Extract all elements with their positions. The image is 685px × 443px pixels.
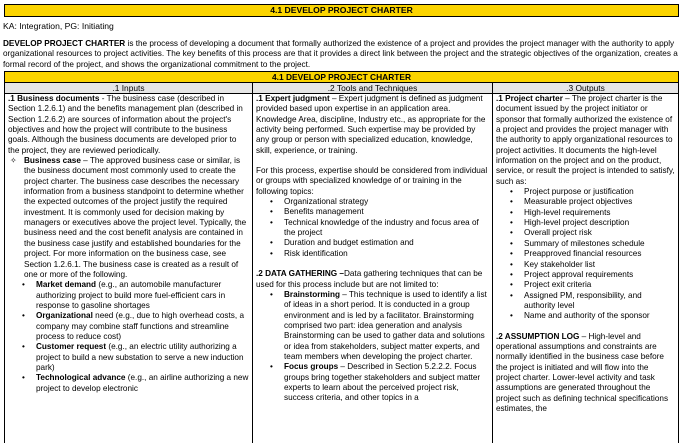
tools-column (253, 94, 492, 443)
assumption-log-paragraph (496, 332, 675, 415)
list-item: • Risk identification (256, 249, 489, 259)
outputs-column (493, 94, 678, 443)
topics-intro: For this process, expertise should be considered from individual or groups with specialized knowledge of or training in the following topics: (256, 166, 488, 196)
reason-label: Technological advance (36, 373, 126, 383)
list-item: • High-level requirements (496, 208, 675, 218)
list-item: • Organizational strategy (256, 197, 489, 207)
reason-text: (e.g., an automobile manufacturer authorizing project to build more fuel-efficient cars in response to gasoline shortages (36, 280, 226, 310)
reason-label: Market demand (36, 280, 97, 290)
list-item: • Assigned PM, responsibility, and authority level (496, 291, 675, 312)
list-item (8, 311, 249, 342)
list-item: • Name and authority of the sponsor (496, 311, 675, 321)
technique-text: – Described in Section 5.2.2.2. Focus groups bring together stakeholders and subject matter experts to learn about the perceived project risk, success criteria, and other topics in a (284, 362, 481, 403)
business-case-reasons (8, 280, 249, 394)
technique-label: Brainstorming (284, 289, 340, 299)
list-item: • Project purpose or justification (496, 187, 675, 197)
page-title: 4.1 DEVELOP PROJECT CHARTER (4, 4, 679, 17)
list-item: • Project approval requirements (496, 270, 675, 280)
list-item (8, 280, 249, 311)
list-item: • Measurable project objectives (496, 197, 675, 207)
reason-text: (e.g., an airline authorizing a new project to develop electronic (36, 373, 249, 393)
list-item: • Duration and budget estimation and (256, 238, 489, 248)
list-item: • Preapproved financial resources (496, 249, 675, 259)
business-documents-paragraph (8, 94, 249, 156)
data-gathering-label: .2 DATA GATHERING – (256, 269, 344, 279)
reason-text: (e.g., an electric utility authorizing a project to build a new substation to serve a new induction park) (36, 342, 244, 372)
assumption-log-text: – High-level and operational assumptions and constraints are normally identified in the business case before the project is initiated and will flow into the project charter. Lower-level activity and task assumptions are generated throughout the project such as defining technical specifications estimates, the (496, 331, 669, 413)
list-item: • Summary of milestones schedule (496, 239, 675, 249)
reason-label: Organizational (36, 311, 93, 321)
list-item (8, 373, 249, 394)
technique-label: Focus groups (284, 362, 339, 372)
list-item (256, 362, 489, 403)
list-item: • Key stakeholder list (496, 260, 675, 270)
reason-text: need (e.g., due to high overhead costs, a company may combine staff functions and streamline process to reduce cost) (36, 311, 244, 341)
assumption-log-label: .2 ASSUMPTION LOG (496, 331, 580, 341)
intro-text: is the process of developing a document that formally authorized the existence of a project and provides the project manager with the authority to apply organizational resources to project activities. The key benefits of this process are that it provides a direct link between the project and the strategic objectives of the organization, creates a formal record of the project, and shows the organizational commitment to the project. (3, 39, 678, 69)
data-gathering-paragraph (256, 269, 489, 290)
list-item: • Overall project risk (496, 228, 675, 238)
expert-judgment-text: – Expert judgment is defined as judgment provided based upon expertise in an application area. Knowledge Area, discipline, Industry etc., as appropriate for the activity being performed. Such expertise may be provided by any group or person with specialized education, knowledge, skill, experience, or training. (256, 94, 486, 155)
list-item: • Benefits management (256, 207, 489, 217)
business-documents-label: .1 Business documents (8, 94, 100, 103)
project-charter-paragraph (496, 94, 675, 187)
list-item: • High-level project description (496, 218, 675, 228)
knowledge-area-line: KA: Integration, PG: Initiating (3, 21, 114, 31)
expert-judgment-paragraph (256, 94, 489, 156)
data-gathering-text: Data gathering techniques that can be used for this process include but are not limited to: (256, 269, 483, 289)
expertise-topics (256, 197, 489, 259)
technique-text: – This technique is used to identify a list of ideas in a short period. It is conducted in a group environment and is led by a facilitator. Brainstorming comprised two part: idea generation and analysis Brainstorming can be used to gather data and solutions or idea from stakeholders, subject matter experts, and team members when developing the project charter. (284, 289, 487, 361)
list-item: • Project exit criteria (496, 280, 675, 290)
business-case-item (8, 156, 249, 394)
list-item: • Technical knowledge of the industry and focus area of the project (256, 218, 489, 239)
business-case-label: Business case (24, 156, 81, 166)
project-charter-label: .1 Project charter (496, 94, 563, 103)
list-item (8, 342, 249, 373)
inputs-header: .1 Inputs (5, 83, 252, 94)
intro-bold-lead: DEVELOP PROJECT CHARTER (3, 39, 126, 48)
business-case-text: – The approved business case or similar, is the business document most commonly used to create the project charter. The business case describes the necessary information from a business standpoint to determine whether the expected outcomes of the project justify the required investment. It is commonly used for decision making by managers or executives above the project level. Typically, the business need and the cost benefit analysis are contained in the business case justify and established boundaries for the project. For more information on the business case, see Section 1.2.6.1. The business case is created as a result of one or more of the following. (24, 156, 247, 279)
tools-header: .2 Tools and Techniques (253, 83, 492, 94)
expert-judgment-label: .1 Expert judgment (256, 94, 330, 103)
inputs-column (5, 94, 252, 443)
list-item (256, 290, 489, 362)
business-documents-text: - The business case (described in Section 1.2.6.1) and the benefits management plan (described in Section 1.2.6.2) are sources of information about the project's objectives and how the project will contribute to the business goals. Although the business documents are developed prior to the project, they are reviewed periodically. (8, 94, 243, 155)
data-gathering-techniques (256, 290, 489, 404)
outputs-header: .3 Outputs (493, 83, 678, 94)
intro-paragraph (3, 39, 680, 70)
table-title: 4.1 DEVELOP PROJECT CHARTER (5, 72, 678, 83)
reason-label: Customer request (36, 342, 107, 352)
itto-table (4, 71, 679, 443)
project-charter-text: – The project charter is the document issued by the project initiator or sponsor that formally authorized the existence of a project and provides the project manager with the authority to apply organizational resources to project activities. It documents the high-level information on the project and on the product, service, or result the project is intended to satisfy, such as: (496, 94, 675, 186)
charter-contents (496, 187, 675, 321)
